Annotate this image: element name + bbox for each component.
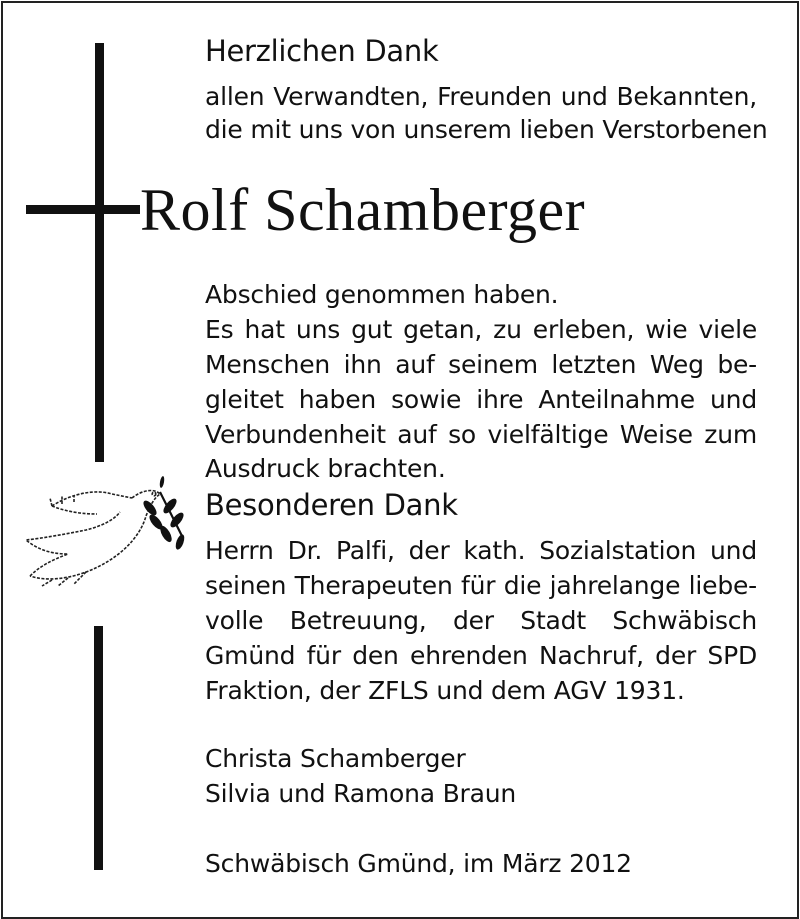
body-line: Verbundenheit auf so vielfältige Weise zum: [205, 420, 757, 449]
deceased-name: Rolf Schamberger: [140, 177, 586, 243]
signature: Silvia und Ramona Braun: [205, 779, 517, 808]
special-thanks-line: Gmünd für den ehrenden Nachruf, der SPD: [205, 641, 757, 670]
header-line: die mit uns von unserem lieben Verstorbenen: [205, 115, 768, 144]
special-thanks-line: volle Betreuung, der Stadt Schwäbisch: [205, 606, 757, 635]
signature: Christa Schamberger: [205, 744, 466, 773]
special-thanks-line: Fraktion, der ZFLS und dem AGV 1931.: [205, 676, 685, 705]
header-line: allen Verwandten, Freunden und Bekannten,: [205, 82, 757, 111]
special-thanks-line: seinen Therapeuten für die jahrelange liebe-: [205, 571, 757, 600]
thanks-heading: Herzlichen Dank: [205, 34, 439, 68]
place-date: Schwäbisch Gmünd, im März 2012: [205, 849, 632, 878]
body-line: Menschen ihn auf seinem letzten Weg be-: [205, 350, 757, 379]
body-line: Abschied genommen haben.: [205, 280, 559, 309]
special-thanks-line: Herrn Dr. Palfi, der kath. Sozialstation und: [205, 536, 757, 565]
dove-with-olive-branch-icon: [22, 468, 187, 588]
special-thanks-heading: Besonderen Dank: [205, 488, 458, 522]
body-line: Ausdruck brachten.: [205, 454, 446, 483]
body-line: gleitet haben sowie ihre Anteilnahme und: [205, 385, 757, 414]
body-line: Es hat uns gut getan, zu erleben, wie viele: [205, 315, 757, 344]
